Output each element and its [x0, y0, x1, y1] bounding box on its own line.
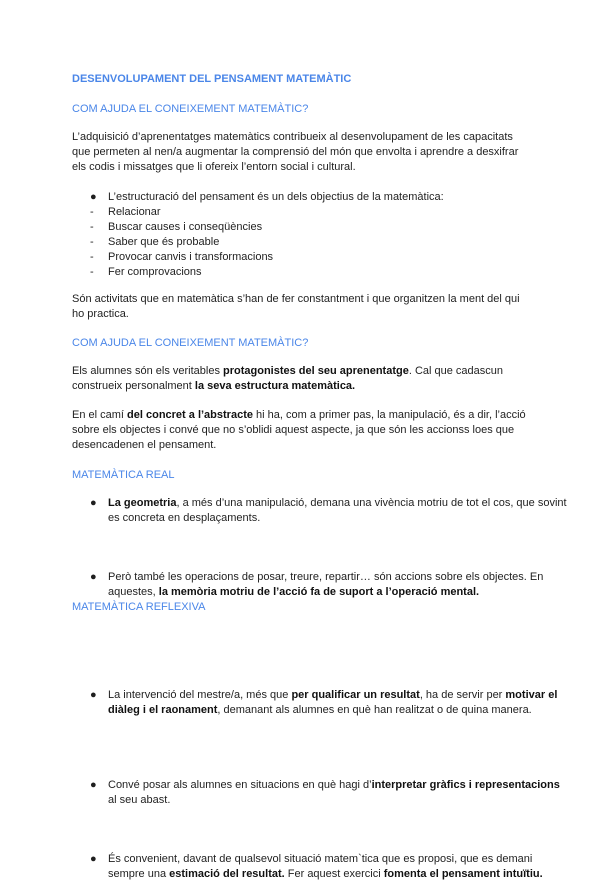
- dash-item-text: Fer comprovacions: [108, 266, 202, 278]
- bullet-text: L’estructuració del pensament és un dels objectius de la matemàtica:: [108, 191, 444, 203]
- bullet-text: [108, 779, 560, 806]
- section1-paragraph: L’adquisició d’aprenentatges matemàtics contribueix al desenvolupament de les capacitats que permeten al nen/a augmentar la comprensió del món que envolta i aprendre a desxifrar els codis i missatges que li ofereix l’entorn social i cultural.: [72, 131, 519, 173]
- list-item: [72, 205, 532, 220]
- text-run: hi ha, com a primer pas, la manipulació, és a dir, l’acció sobre els objectes i convé que no s’oblidi aquest aspecte, ja que són les accionss loes que desencadenen el pensament.: [72, 409, 526, 451]
- section1-paragraph-2: Són activitats que en matemàtica s’han de fer constantment i que organitzen la ment del qui ho practica.: [72, 293, 520, 320]
- text-run: al seu abast.: [108, 794, 171, 806]
- dash-item-text: Buscar causes i conseqüències: [108, 221, 263, 233]
- bullet-marker: ●: [90, 571, 97, 583]
- dash-marker: -: [90, 266, 94, 278]
- list-item: [72, 570, 568, 600]
- section3-heading: MATEMÀTICA REAL: [72, 469, 175, 481]
- text-run: Fer aquest exercici: [284, 868, 384, 880]
- section2-heading: COM AJUDA EL CONEIXEMENT MATEMÀTIC?: [72, 337, 309, 349]
- list-item: [72, 235, 532, 250]
- section2-paragraph-1: [72, 364, 532, 394]
- bullet-text: [108, 853, 543, 880]
- bold-run: estimació del resultat.: [169, 868, 285, 880]
- bullet-text: [108, 571, 543, 598]
- text-run: En el camí: [72, 409, 128, 421]
- text-run: Però també les operacions de posar, treure, repartir… són accions sobre els objectes. En aquestes,: [108, 571, 544, 598]
- bold-run: la memòria motriu de l’acció fa de suport a l’operació mental.: [158, 586, 480, 598]
- bullet-marker: ●: [90, 779, 97, 791]
- bullet-marker: ●: [90, 853, 97, 865]
- bold-run: per qualificar un resultat: [291, 689, 420, 701]
- list-item: [72, 250, 532, 265]
- text-run: , ha de servir per: [419, 689, 506, 701]
- bold-run: la seva estructura matemàtica.: [194, 380, 356, 392]
- bullet-marker: ●: [90, 191, 97, 203]
- dash-marker: -: [90, 251, 94, 263]
- dash-item-text: Provocar canvis i transformacions: [108, 251, 274, 263]
- text-run: Convé posar als alumnes en situacions en què hagi d’: [108, 779, 372, 791]
- dash-marker: -: [90, 206, 94, 218]
- text-run: . Cal que cadascun construeix personalment: [72, 365, 504, 392]
- document-title: DESENVOLUPAMENT DEL PENSAMENT MATEMÀTIC: [72, 73, 352, 85]
- bullet-text: [108, 689, 557, 716]
- bold-run: La geometria: [108, 497, 177, 509]
- list-item: [72, 190, 532, 205]
- bold-run: fomenta el pensament intuïtiu.: [383, 868, 543, 880]
- section4-heading: MATEMÀTICA REFLEXIVA: [72, 601, 206, 613]
- bold-run: protagonistes del seu aprenentatge: [223, 365, 409, 377]
- bold-run: del concret a l’abstracte: [127, 409, 253, 421]
- section2-paragraph-2: [72, 408, 532, 453]
- list-item: [72, 778, 568, 808]
- bold-run: interpretar gràfics i representacions: [371, 779, 560, 791]
- bullet-marker: ●: [90, 689, 97, 701]
- section1-list: [72, 190, 532, 280]
- text-run: , a més d’una manipulació, demana una vivència motriu de tot el cos, que sovint es concreta en desplaçaments.: [108, 497, 567, 524]
- bold-run: motivar el diàleg i el raonament: [108, 689, 558, 716]
- text-run: , demanant als alumnes en què han realitzat o de quina manera.: [217, 704, 532, 716]
- dash-marker: -: [90, 236, 94, 248]
- list-item: [72, 220, 532, 235]
- list-item: [72, 688, 568, 718]
- text-run: Els alumnes són els veritables: [72, 365, 224, 377]
- dash-marker: -: [90, 221, 94, 233]
- dash-item-text: Saber que és probable: [108, 236, 220, 248]
- dash-item-text: Relacionar: [108, 206, 161, 218]
- list-item: [72, 496, 568, 526]
- list-item: [72, 852, 568, 882]
- section1-heading: COM AJUDA EL CONEIXEMENT MATEMÀTIC?: [72, 103, 309, 115]
- text-run: La intervenció del mestre/a, més que: [108, 689, 292, 701]
- list-item: [72, 265, 532, 280]
- bullet-text: [108, 497, 567, 524]
- bullet-marker: ●: [90, 497, 97, 509]
- text-run: És convenient, davant de qualsevol situació matem`tica que es proposi, que es demani sempre una: [108, 853, 533, 880]
